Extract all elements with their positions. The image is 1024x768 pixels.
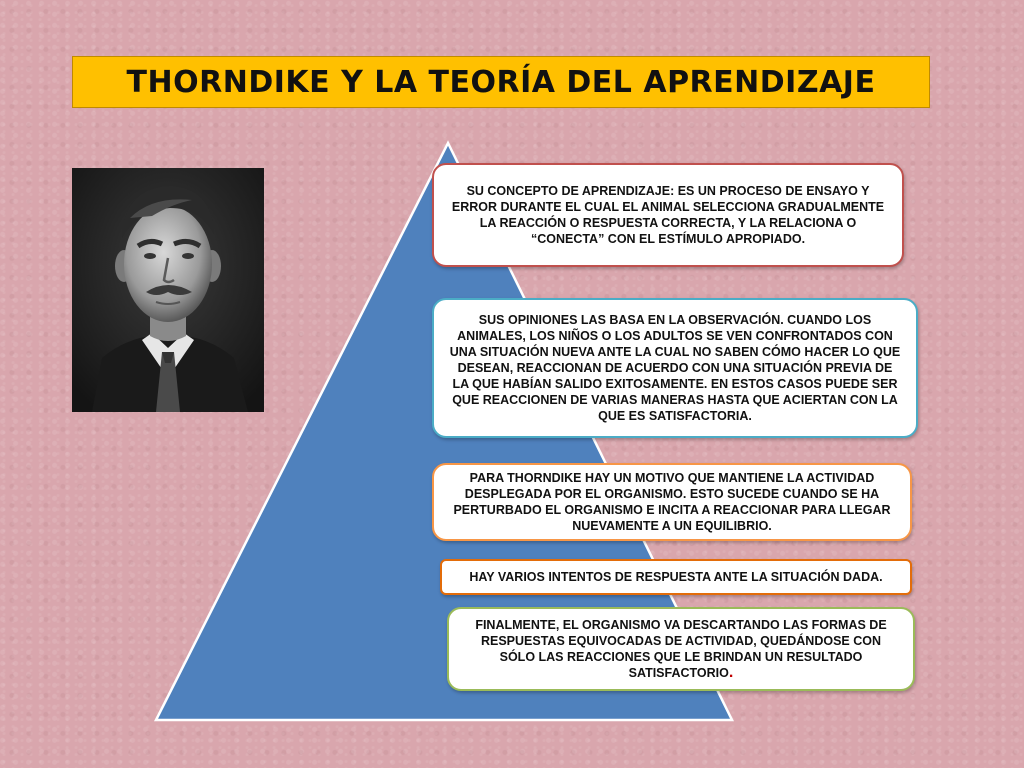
conclusion-end-mark: . <box>728 664 734 681</box>
conclusion-box <box>447 607 915 691</box>
conclusion-text: FINALMENTE, EL ORGANISMO VA DESCARTANDO LAS FORMAS DE RESPUESTAS EQUIVOCADAS DE ACTIVIDAD, QUEDÁNDOSE CON SÓLO LAS REACCIONES QUE LE BRINDAN UN RESULTADO SATISFACTORIO <box>475 618 887 680</box>
motive-box <box>432 463 912 541</box>
observation-box <box>432 298 918 438</box>
attempts-box <box>440 559 912 595</box>
observation-text: SUS OPINIONES LAS BASA EN LA OBSERVACIÓN. CUANDO LOS ANIMALES, LOS NIÑOS O LOS ADULTOS SE VEN CONFRONTADOS CON UNA SITUACIÓN NUEVA ANTE LA CUAL NO SABEN CÓMO HACER LO QUE DESEAN, REACCIONAN DE ACUERDO CON UNA SITUACIÓN PREVIA DE LA QUE HABÍAN SALIDO EXITOSAMENTE. EN ESTOS CASOS PUEDE SER QUE REACCIONEN DE VARIAS MANERAS HASTA QUE ACIERTAN CON LA QUE ES SATISFACTORIA. <box>449 313 901 423</box>
motive-text: PARA THORNDIKE HAY UN MOTIVO QUE MANTIENE LA ACTIVIDAD DESPLEGADA POR EL ORGANISMO. ESTO SUCEDE CUANDO SE HA PERTURBADO EL ORGANISMO E INCITA A REACCIONAR PARA LLEGAR NUEVAMENTE A UN EQUILIBRIO. <box>453 471 891 533</box>
concept-box <box>432 163 904 267</box>
conclusion-text-wrap <box>463 617 899 681</box>
slide-title: THORNDIKE Y LA TEORÍA DEL APRENDIZAJE <box>126 64 876 100</box>
attempts-text: HAY VARIOS INTENTOS DE RESPUESTA ANTE LA SITUACIÓN DADA. <box>469 570 883 584</box>
concept-text: SU CONCEPTO DE APRENDIZAJE: ES UN PROCESO DE ENSAYO Y ERROR DURANTE EL CUAL EL ANIMAL SELECCIONA GRADUALMENTE LA REACCIÓN O RESPUESTA CORRECTA, Y LA RELACIONA O “CONECTA” CON EL ESTÍMULO APROPIADO. <box>451 184 885 246</box>
